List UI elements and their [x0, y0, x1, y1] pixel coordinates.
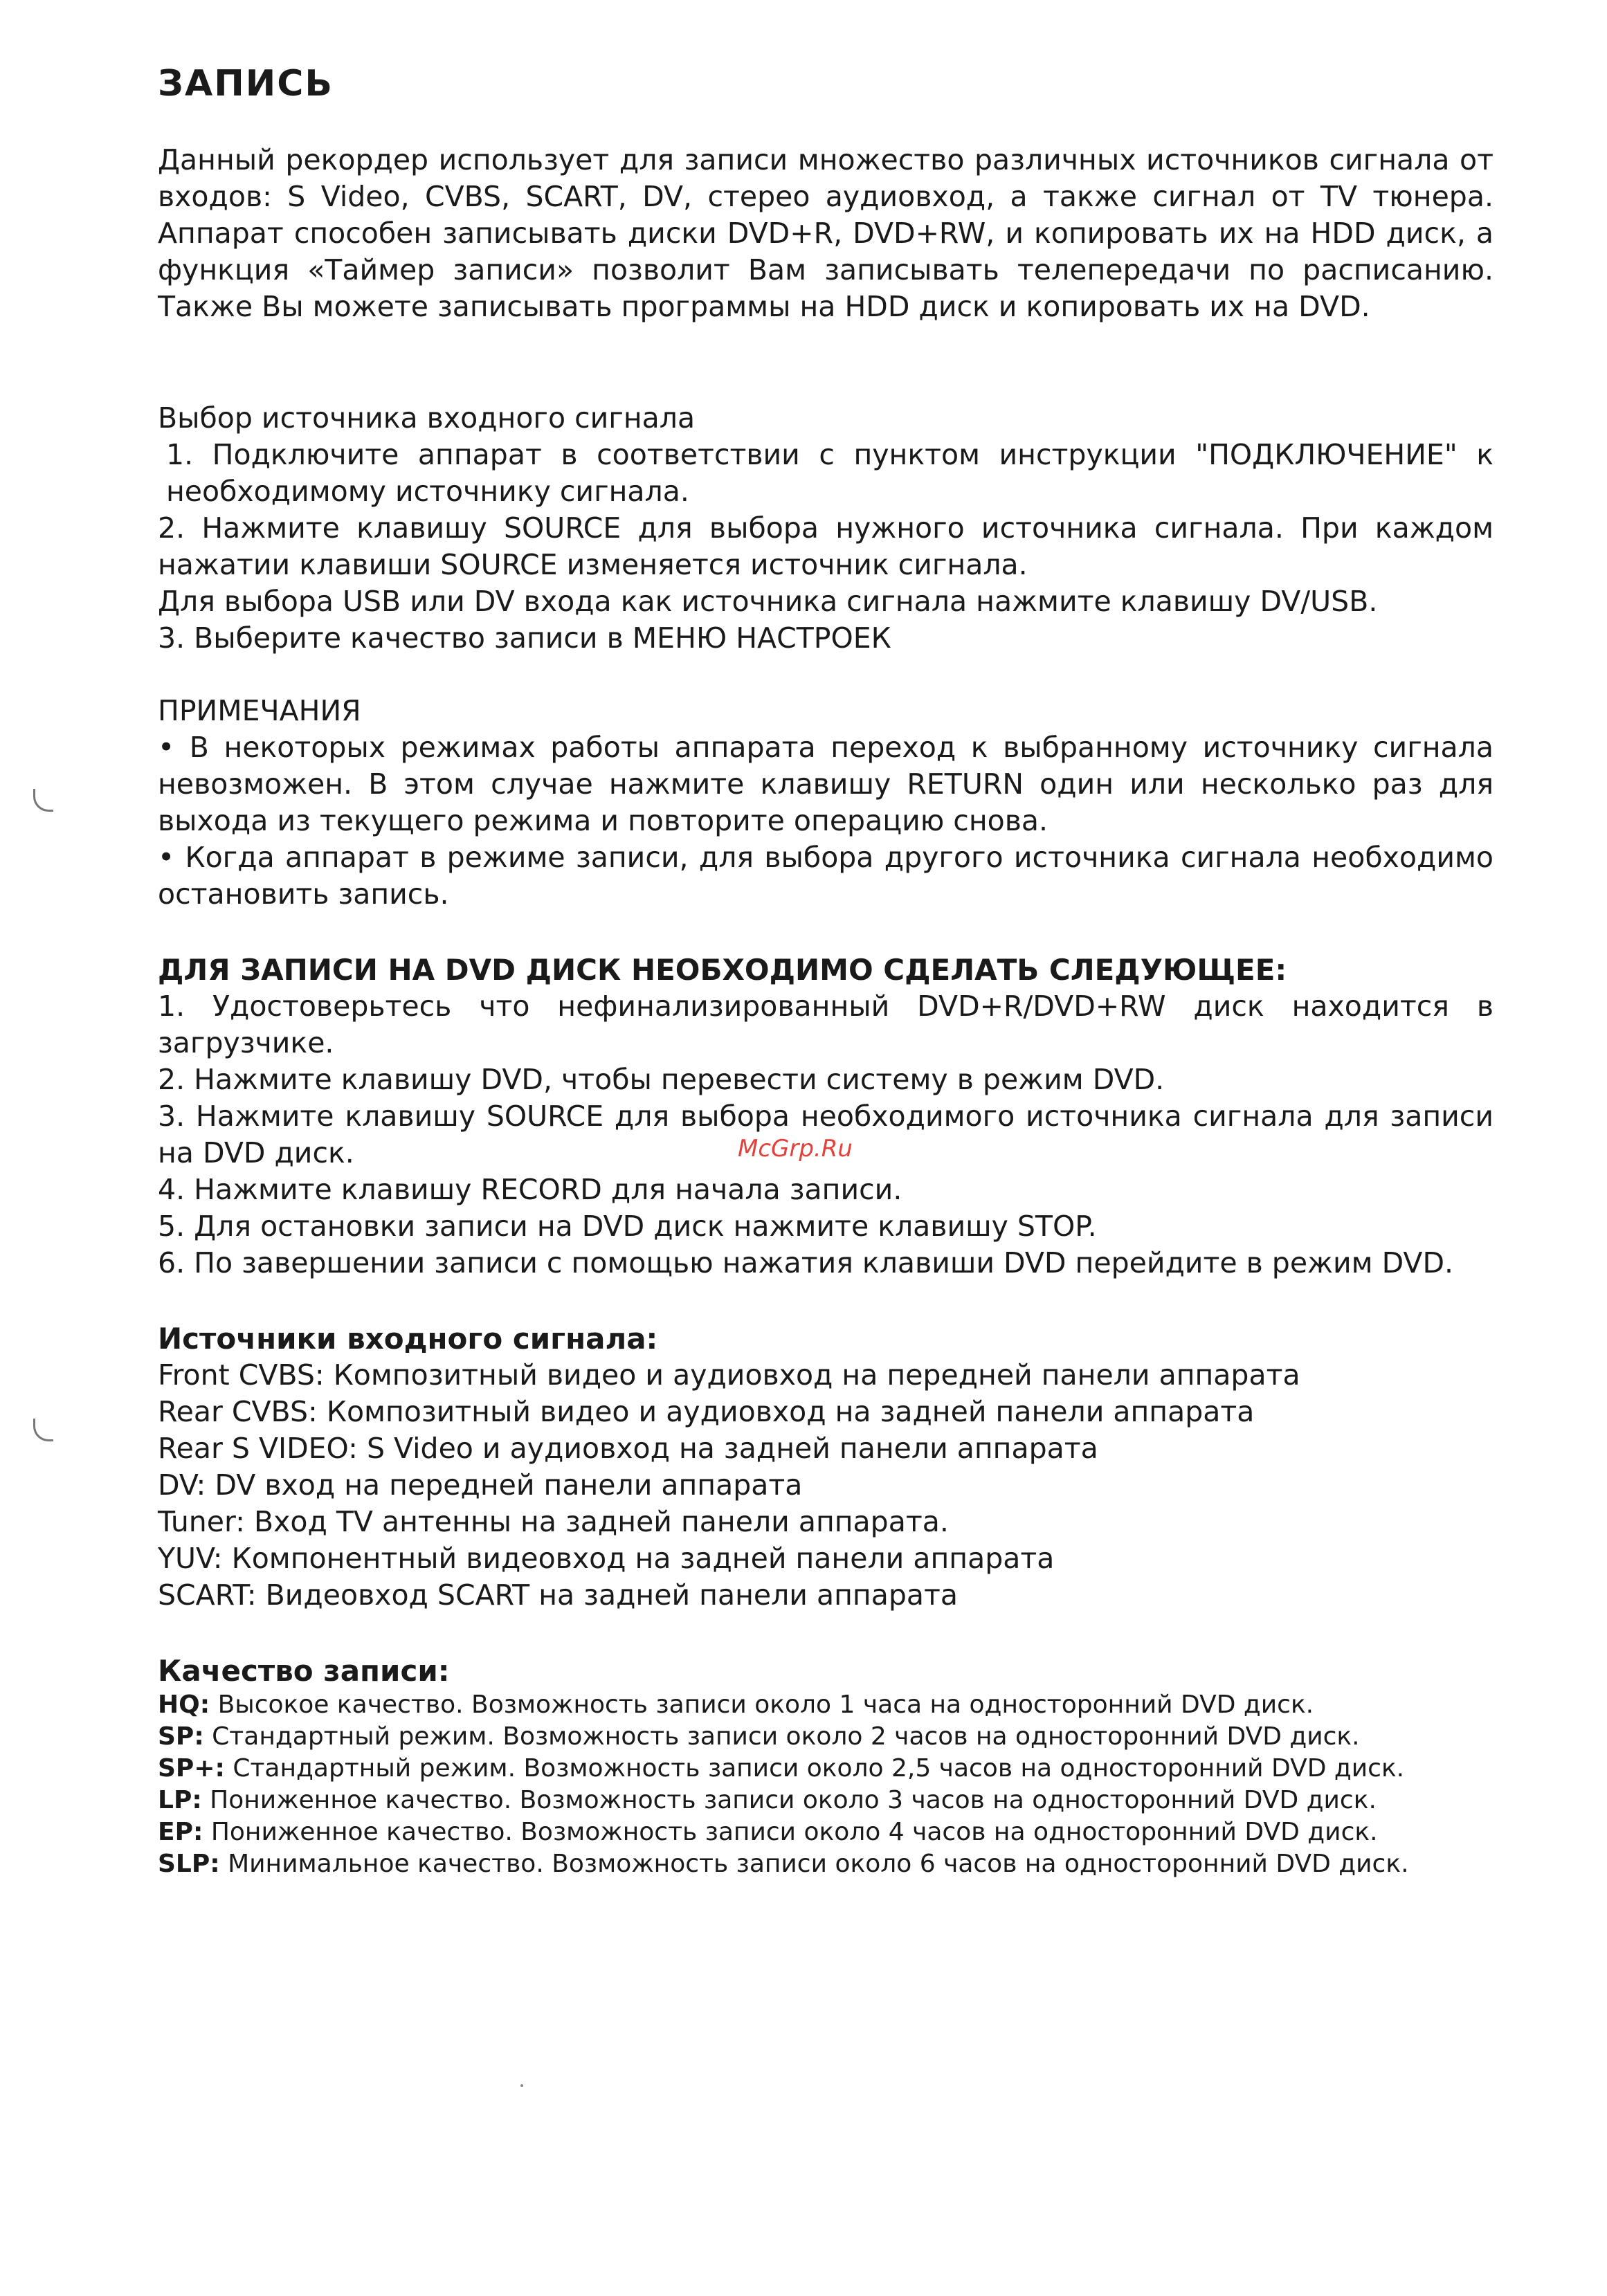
note-2: • Когда аппарат в режиме записи, для выбора другого источника сигнала необходимо остановить запись.	[158, 841, 1493, 911]
quality-ep	[158, 1816, 1493, 1848]
input-yuv: YUV: Компонентный видеовход на задней панели аппарата	[158, 1542, 1055, 1575]
source-select-step-2: 2. Нажмите клавишу SOURCE для выбора нужного источника сигнала. При каждом нажатии клавиши SOURCE изменяется источник сигнала.	[158, 511, 1493, 581]
document-page	[158, 63, 1493, 1880]
quality-sp	[158, 1721, 1493, 1753]
input-rear-cvbs: Rear CVBS: Композитный видео и аудиовход на задней панели аппарата	[158, 1395, 1255, 1428]
watermark-text: McGrp.Ru	[738, 1135, 853, 1163]
source-select-step-3: 3. Выберите качество записи в МЕНЮ НАСТРОЕК	[158, 621, 891, 655]
dvd-record-step-1: 1. Удостоверьтесь что нефинализированный DVD+R/DVD+RW диск находится в загрузчике.	[158, 990, 1493, 1059]
dvd-record-step-2: 2. Нажмите клавишу DVD, чтобы перевести систему в режим DVD.	[158, 1063, 1165, 1096]
dvd-record-step-4: 4. Нажмите клавишу RECORD для начала записи.	[158, 1173, 902, 1206]
input-rear-svideo: Rear S VIDEO: S Video и аудиовход на задней панели аппарата	[158, 1432, 1098, 1465]
input-front-cvbs: Front CVBS: Композитный видео и аудиовход на передней панели аппарата	[158, 1358, 1300, 1392]
quality-sp-text: Стандартный режим. Возможность записи около 2 часов на односторонний DVD диск.	[203, 1722, 1360, 1751]
source-select-step-1: 1. Подключите аппарат в соответствии с пунктом инструкции "ПОДКЛЮЧЕНИЕ" к необходимому источнику сигнала.	[166, 438, 1493, 508]
quality-sp-label: SP:	[158, 1722, 204, 1751]
quality-slp	[158, 1848, 1493, 1880]
page-title: ЗАПИСЬ	[158, 63, 334, 104]
dvd-record-step-3: 3. Нажмите клавишу SOURCE для выбора необходимого источника сигнала для записи на DVD диск.	[158, 1100, 1493, 1169]
dvd-record-step-6: 6. По завершении записи с помощью нажатия клавиши DVD перейдите в режим DVD.	[158, 1246, 1454, 1279]
quality-lp	[158, 1785, 1493, 1816]
scan-margin-mark-icon	[33, 789, 53, 812]
scan-dust-dot-icon	[520, 2084, 523, 2087]
source-select-section	[158, 400, 1493, 657]
quality-ep-label: EP:	[158, 1818, 203, 1846]
source-select-heading: Выбор источника входного сигнала	[158, 401, 696, 435]
input-scart: SCART: Видеовход SCART на задней панели аппарата	[158, 1578, 959, 1612]
quality-lp-label: LP:	[158, 1786, 202, 1814]
notes-section	[158, 693, 1493, 913]
quality-lp-text: Пониженное качество. Возможность записи около 3 часов на односторонний DVD диск.	[201, 1786, 1377, 1814]
quality-heading: Качество записи:	[158, 1654, 450, 1688]
inputs-heading: Источники входного сигнала:	[158, 1322, 658, 1356]
dvd-record-section	[158, 951, 1493, 1282]
quality-spp-text: Стандартный режим. Возможность записи около 2,5 часов на односторонний DVD диск.	[224, 1754, 1405, 1783]
quality-spp	[158, 1753, 1493, 1785]
quality-hq-text: Высокое качество. Возможность записи около 1 часа на односторонний DVD диск.	[210, 1691, 1314, 1719]
scan-margin-mark-icon	[33, 1419, 53, 1441]
input-tuner: Tuner: Вход TV антенны на задней панели аппарата.	[158, 1505, 949, 1538]
notes-heading: ПРИМЕЧАНИЯ	[158, 694, 361, 727]
quality-ep-text: Пониженное качество. Возможность записи около 4 часов на односторонний DVD диск.	[203, 1818, 1378, 1846]
quality-spp-label: SP+:	[158, 1754, 225, 1783]
note-1: • В некоторых режимах работы аппарата переход к выбранному источнику сигнала невозможен. В этом случае нажмите клавишу RETURN один или несколько раз для выхода из текущего режима и повторите операцию снова.	[158, 731, 1493, 837]
dvd-record-step-5: 5. Для остановки записи на DVD диск нажмите клавишу STOP.	[158, 1210, 1097, 1243]
inputs-section	[158, 1320, 1493, 1614]
source-select-usb-note: Для выбора USB или DV входа как источника сигнала нажмите клавишу DV/USB.	[158, 585, 1378, 618]
quality-hq	[158, 1689, 1493, 1721]
input-dv: DV: DV вход на передней панели аппарата	[158, 1468, 803, 1502]
intro-paragraph: Данный рекордер использует для записи множество различных источников сигнала от входов: S Video, CVBS, SCART, DV, стерео аудиовход, а также сигнал от TV тюнера. Аппарат способен записывать диски DVD+R, DVD+RW, и копировать их на HDD диск, а функция «Таймер записи» позволит Вам записывать телепередачи по расписанию. Также Вы можете записывать программы на HDD диск и копировать их на DVD.	[158, 143, 1493, 323]
quality-section	[158, 1652, 1493, 1880]
quality-hq-label: HQ:	[158, 1691, 210, 1719]
dvd-record-heading: ДЛЯ ЗАПИСИ НА DVD ДИСК НЕОБХОДИМО СДЕЛАТЬ СЛЕДУЮЩЕЕ:	[158, 953, 1287, 987]
quality-slp-label: SLP:	[158, 1850, 220, 1878]
quality-slp-text: Минимальное качество. Возможность записи около 6 часов на односторонний DVD диск.	[219, 1850, 1409, 1878]
